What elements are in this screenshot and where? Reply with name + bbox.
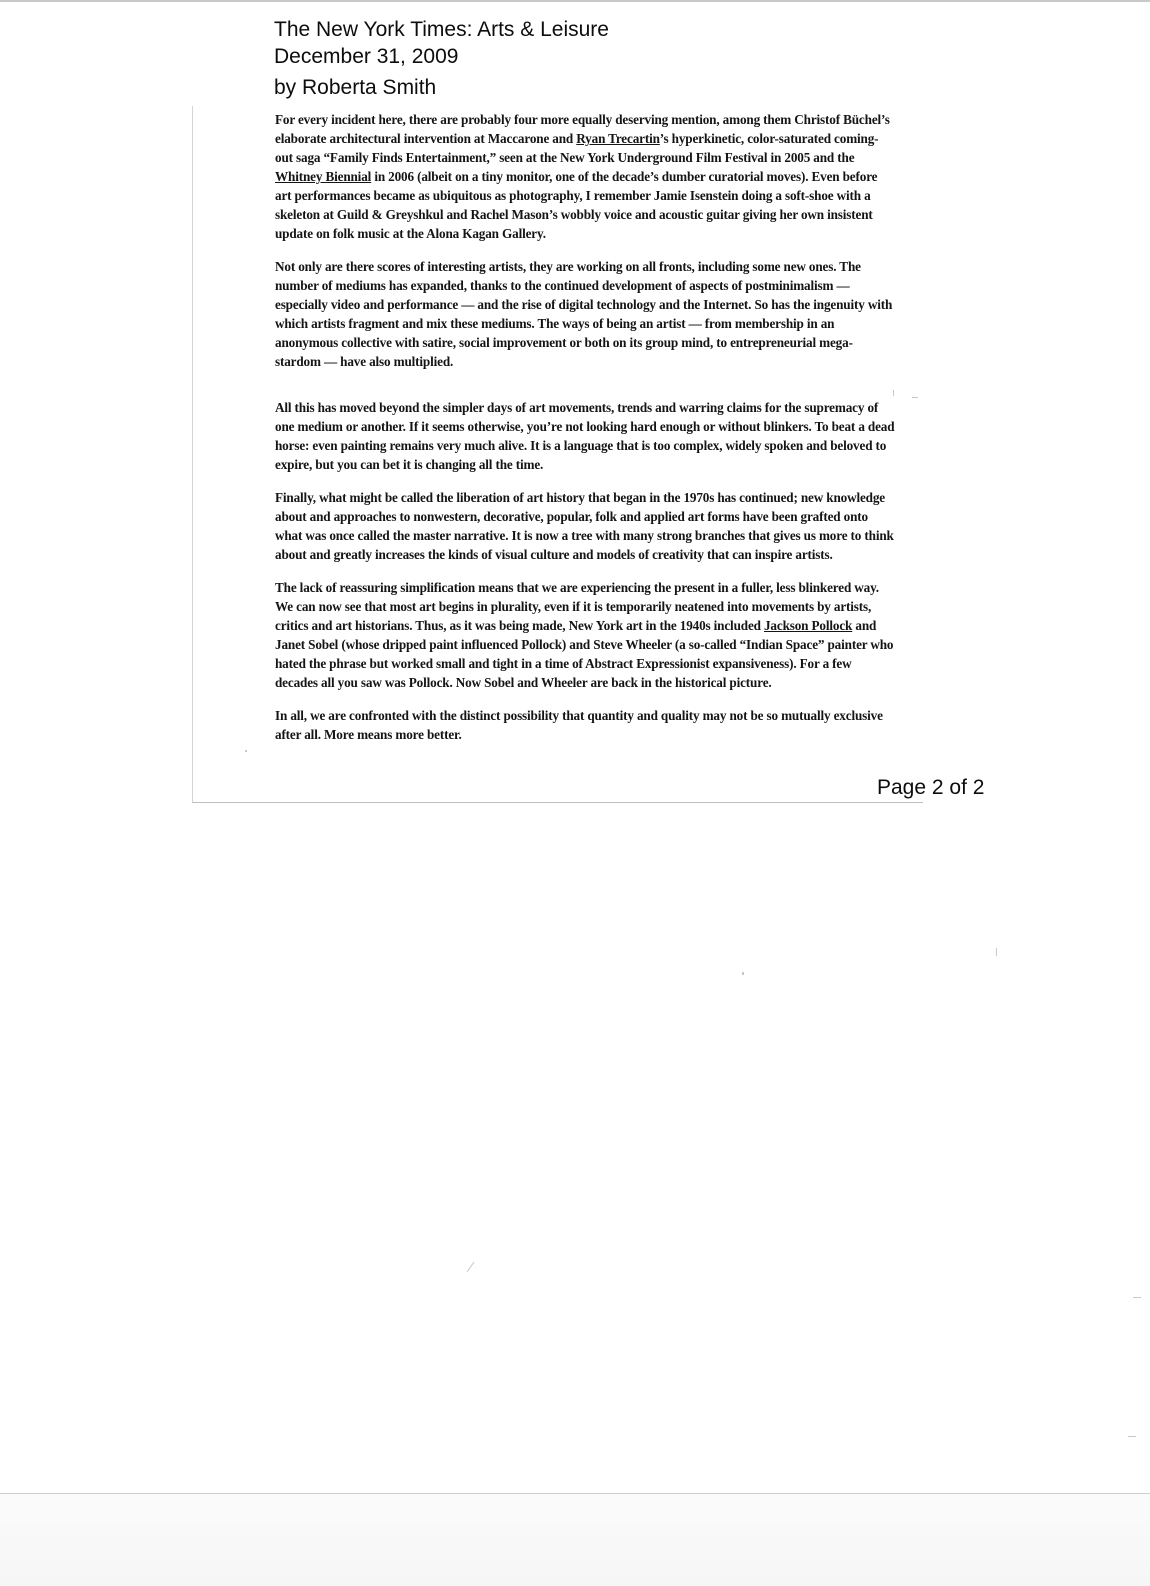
- paragraph-5-text-b: and Janet Sobel (whose dripped paint influenced Pollock) and Steve Wheeler (a so-called “Indian Space” painter who hated the phrase but worked small and tight in a time of Abstract Expressionist expansiveness). For a few decades all you saw was Pollock. Now Sobel and Wheeler are back in the historical picture.: [275, 618, 894, 690]
- link-whitney-biennial[interactable]: Whitney Biennial: [275, 169, 372, 184]
- paragraph-4: Finally, what might be called the liberation of art history that began in the 1970s has continued; new knowledge about and approaches to nonwestern, decorative, popular, folk and applied art forms have been grafted onto what was once called the master narrative. It is now a tree with many strong branches that gives us more to think about and greatly increases the kinds of visual culture and models of creativity that can inspire artists.: [275, 490, 894, 562]
- publication-title: The New York Times: Arts & Leisure: [274, 18, 609, 41]
- scan-speck: [912, 397, 918, 398]
- byline: by Roberta Smith: [274, 76, 437, 99]
- scan-speck: [893, 390, 894, 396]
- paragraph-5-text-a: The lack of reassuring simplification means that we are experiencing the present in a fuller, less blinkered way. We can now see that most art begins in plurality, even if it is temporarily neatened into movements by artists, critics and art historians. Thus, as it was being made, New York art in the 1940s included: [275, 580, 879, 633]
- scan-bottom-area: [0, 1494, 1150, 1586]
- paragraph-3: All this has moved beyond the simpler days of art movements, trends and warring claims for the supremacy of one medium or another. If it seems otherwise, you’re not looking hard enough or without blinkers. To beat a dead horse: even painting remains very much alive. It is a language that is too complex, widely spoken and beloved to expire, but you can bet it is changing all the time.: [275, 400, 895, 472]
- scan-speck: [1128, 1436, 1136, 1437]
- paragraph-1-text-a: For every incident here, there are probably four more equally deserving mention, among them Christof Büchel’s elaborate architectural intervention at Maccarone and: [275, 112, 890, 146]
- scan-speck: [742, 972, 744, 975]
- paragraph-6: In all, we are confronted with the distinct possibility that quantity and quality may not be so mutually exclusive after all. More means more better.: [275, 708, 883, 742]
- scan-speck: [996, 948, 997, 956]
- scan-speck: [245, 750, 247, 752]
- link-jackson-pollock[interactable]: Jackson Pollock: [763, 618, 853, 633]
- scan-speck: [467, 1262, 475, 1272]
- paragraph-2: Not only are there scores of interesting artists, they are working on all fronts, including some new ones. The number of mediums has expanded, thanks to the continued development of aspects of postminimalism — especially video and performance — and the rise of digital technology and the Internet. So has the ingenuity with which artists fragment and mix these mediums. The ways of being an artist — from membership in an anonymous collective with satire, social improvement or both on its group mind, to entrepreneurial mega-stardom — have also multiplied.: [275, 259, 893, 369]
- page-number: Page 2 of 2: [877, 776, 985, 799]
- publication-date: December 31, 2009: [274, 45, 459, 68]
- paragraph-1: [275, 110, 895, 243]
- document-header: [274, 16, 609, 101]
- scan-speck: [1133, 1297, 1141, 1298]
- scan-top-edge: [0, 0, 1150, 2]
- newspaper-clipping: [192, 106, 923, 803]
- paragraph-5: [275, 578, 895, 692]
- paragraph-1-text-b: ’s hyperkinetic, color-saturated coming-out saga “Family Finds Entertainment,” seen at the New York Underground Film Festival in 2005 and the: [275, 131, 879, 165]
- article-body: [275, 110, 895, 758]
- link-ryan-trecartin[interactable]: Ryan Trecartin: [576, 131, 660, 146]
- paragraph-1-text-c: in 2006 (albeit on a tiny monitor, one of the decade’s dumber curatorial moves). Even before art performances became as ubiquitous as photography, I remember Jamie Isenstein doing a soft-shoe with a skeleton at Guild & Greyshkul and Rachel Mason’s wobbly voice and acoustic guitar giving her own insistent update on folk music at the Alona Kagan Gallery.: [275, 169, 878, 241]
